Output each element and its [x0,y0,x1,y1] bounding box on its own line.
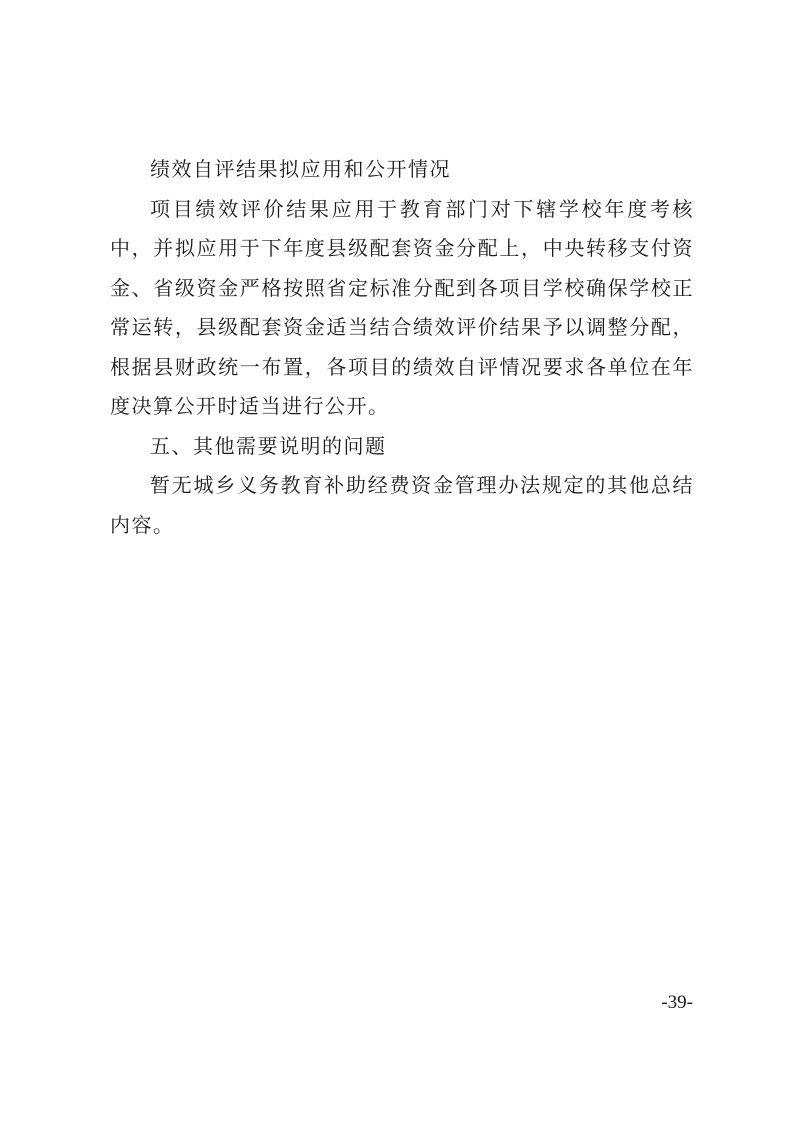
document-body [110,150,694,545]
paragraph-performance-application: 项目绩效评价结果应用于教育部门对下辖学校年度考核中，并拟应用于下年度县级配套资金分配上，中央转移支付资金、省级资金严格按照省定标准分配到各项目学校确保学校正常运转，县级配套资金适当结合绩效评价结果予以调整分配，根据县财政统一布置，各项目的绩效自评情况要求各单位在年度决算公开时适当进行公开。 [110,196,694,418]
section-heading-performance-results: 绩效自评结果拟应用和公开情况 [150,157,451,181]
section-heading-other-issues: 五、其他需要说明的问题 [150,433,387,458]
paragraph-other-content: 暂无城乡义务教育补助经费资金管理办法规定的其他总结内容。 [110,473,694,537]
page-number: -39- [661,992,693,1013]
